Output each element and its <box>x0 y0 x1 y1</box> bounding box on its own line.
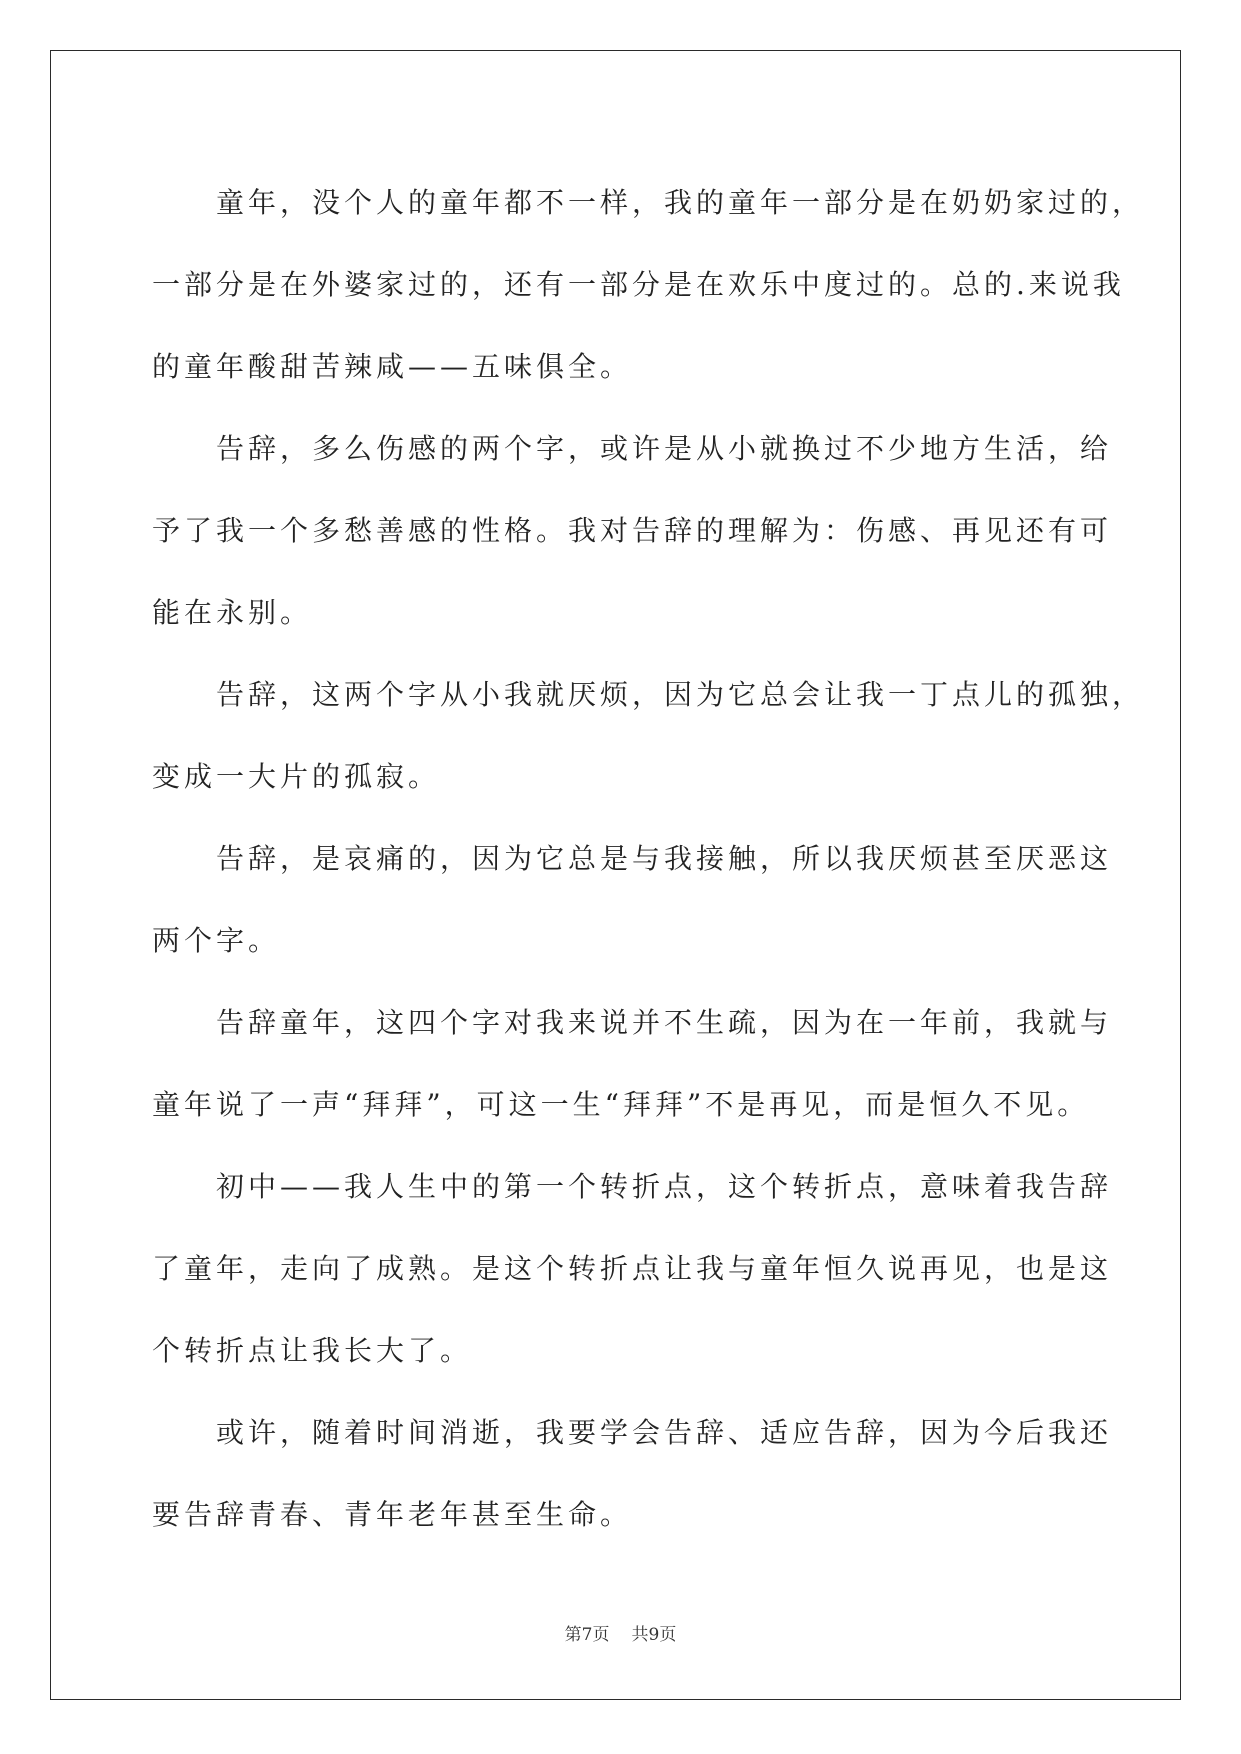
text-line: 初中——我人生中的第一个转折点，这个转折点，意味着我告辞 <box>152 1170 1113 1203</box>
text-line: 告辞，是哀痛的，因为它总是与我接触，所以我厌烦甚至厌恶这 <box>152 842 1113 875</box>
text-line: 童年说了一声“拜拜”，可这一生“拜拜”不是再见，而是恒久不见。 <box>152 1088 1090 1121</box>
text-line: 的童年酸甜苦辣咸——五味俱全。 <box>152 350 633 383</box>
text-line: 能在永别。 <box>152 596 313 629</box>
page-footer <box>0 1620 1241 1645</box>
text-line: 个转折点让我长大了。 <box>152 1334 473 1367</box>
text-line: 告辞童年，这四个字对我来说并不生疏，因为在一年前，我就与 <box>152 1006 1113 1039</box>
text-line: 予了我一个多愁善感的性格。我对告辞的理解为：伤感、再见还有可 <box>152 514 1113 547</box>
text-line: 了童年，走向了成熟。是这个转折点让我与童年恒久说再见，也是这 <box>152 1252 1113 1285</box>
page-total: 共9页 <box>631 1625 677 1645</box>
text-line: 变成一大片的孤寂。 <box>152 760 441 793</box>
body-text <box>152 162 1145 1556</box>
text-line: 或许，随着时间消逝，我要学会告辞、适应告辞，因为今后我还 <box>152 1416 1113 1449</box>
text-line: 一部分是在外婆家过的，还有一部分是在欢乐中度过的。总的.来说我 <box>152 268 1125 301</box>
text-line: 两个字。 <box>152 924 281 957</box>
text-line: 告辞，这两个字从小我就厌烦，因为它总会让我一丁点儿的孤独， <box>152 678 1145 711</box>
page-number: 第7页 <box>564 1625 610 1645</box>
text-line: 告辞，多么伤感的两个字，或许是从小就换过不少地方生活，给 <box>152 432 1113 465</box>
text-line: 要告辞青春、青年老年甚至生命。 <box>152 1498 633 1531</box>
text-line: 童年，没个人的童年都不一样，我的童年一部分是在奶奶家过的， <box>152 186 1145 219</box>
